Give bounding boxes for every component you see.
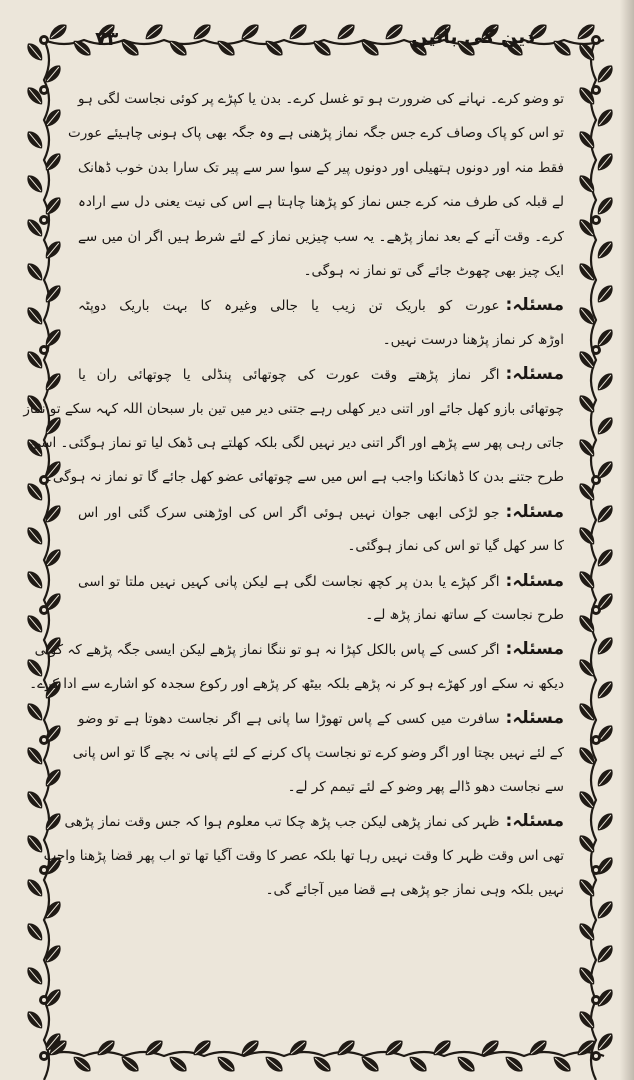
line-text: چوتھائی بازو کھل جائے اور اتنی دیر کھلی رہے جتنی دیر میں تین بار سبحان اللہ کہہ سکے تو نماز [23,400,564,417]
line-text: کرے۔ وقت آنے کے بعد نماز پڑھے۔ یہ سب چیزیں نماز کے لئے شرط ہیں اگر ان میں سے [78,228,564,245]
text-line [29,667,564,701]
text-line [78,770,564,804]
masala-line [78,701,564,735]
line-text: اگر نماز پڑھتے وقت عورت کی چوتھائی پنڈلی یا چوتھائی ران یا [78,367,500,384]
masala-label: مسئلہ: [505,295,564,316]
masala-line [78,495,564,529]
text-line [78,873,564,907]
masala-label: مسئلہ: [505,570,564,591]
line-text: طرح جتنے بدن کا ڈھانکنا واجب ہے اس میں سے چوتھائی عضو کھل جائے گا تو نماز نہ ہوگی۔ [45,469,564,486]
page-edge-shadow [620,0,634,1080]
line-text: کے لئے نہیں بچتا اور اگر وضو کرے تو نجاست پاک کرنے کے لئے پانی نہ بچے گا تو اس پانی [72,744,564,761]
masala-line [78,357,564,391]
text-line [78,529,564,563]
text-line [23,392,564,426]
masala-line [64,804,564,838]
masala-line [34,632,564,666]
text-line [68,116,564,150]
masala-line [78,288,564,322]
line-text: کا سر کھل گیا تو اس کی نماز ہوگئی۔ [347,538,564,555]
line-text: جو لڑکی ابھی جوان نہیں ہوئی اگر اس کی اوڑھنی سرک گئی اور اس [78,504,500,521]
line-text: نہیں بلکہ وہی نماز جو پڑھی ہے قضا میں آجائے گی۔ [265,882,564,899]
running-title: دین کی باتیں [411,26,535,48]
line-text: سے نجاست دھو ڈالے پھر وضو کے لئے تیمم کر لے۔ [287,779,564,795]
line-text: تھی اس وقت ظہر کا وقت نہیں رہا تھا بلکہ عصر کا وقت آگیا تھا تو اب پھر قضا پڑھنا واجب [43,847,564,864]
text-line [78,598,564,632]
masala-label: مسئلہ: [505,811,564,832]
text-line [78,151,564,185]
line-text: تو اس کو پاک وصاف کرے جس جگہ نماز پڑھنی ہے وہ جگہ بھی پاک ہونی چاہیئے عورت [68,125,564,142]
line-text: طرح نجاست کے ساتھ نماز پڑھ لے۔ [365,607,564,623]
text-line [78,254,564,288]
masala-label: مسئلہ: [505,708,564,729]
masala-label: مسئلہ: [505,639,564,660]
text-line [43,839,564,873]
text-line [78,82,564,116]
line-text: ظہر کی نماز پڑھی لیکن جب پڑھ چکا تب معلوم ہوا کہ جس وقت نماز پڑھی [64,814,500,831]
text-line [45,460,564,494]
line-text: اگر کپڑے یا بدن پر کچھ نجاست لگی ہے لیکن پانی کہیں نہیں ملتا تو اسی [78,573,500,590]
text-line [72,736,564,770]
line-text: تو وضو کرے۔ نہانے کی ضرورت ہو تو غسل کرے۔ بدن یا کپڑے پر کوئی نجاست لگی ہو [78,91,564,107]
line-text: جاتی رہی پھر سے پڑھے اور اگر اتنی دیر نہیں لگی بلکہ کھلتے ہی ڈھک لیا تو نماز ہوگئی۔ اسی [29,435,564,451]
text-line [78,323,564,357]
line-text: اگر کسی کے پاس بالکل کپڑا نہ ہو تو ننگا نماز پڑھے لیکن ایسی جگہ پڑھے کہ کوئی [34,642,500,659]
text-line [29,426,564,460]
body-text [23,72,564,1032]
line-text: اوڑھ کر نماز پڑھنا درست نہیں۔ [382,331,564,348]
line-text: دیکھ نہ سکے اور کھڑے ہو کر نہ پڑھے بلکہ بیٹھ کر پڑھے اور رکوع سجدہ کو اشارے سے ادا کرے۔ [29,675,564,692]
line-text: ایک چیز بھی چھوٹ جائے گی تو نماز نہ ہوگی۔ [303,263,564,279]
text-line [78,185,564,219]
line-text: لے قبلہ کی طرف منہ کرے جس نماز کو پڑھنا چاہتا ہے اس کی نیت یعنی دل سے ارادہ [78,194,564,211]
masala-label: مسئلہ: [505,501,564,522]
masala-label: مسئلہ: [505,364,564,385]
page-number: ۷۳ [95,28,119,50]
masala-line [78,564,564,598]
page-header [95,26,535,60]
line-text: سافرت میں کسی کے پاس تھوڑا سا پانی ہے اگر نجاست دھوتا ہے تو وضو [78,711,500,728]
line-text: فقط منہ اور دونوں ہتھیلی اور دونوں پیر کے سوا سر سے پیر تک سارا بدن خوب ڈھانک [78,159,564,176]
text-line [78,220,564,254]
line-text: عورت کو باریک تن زیب یا جالی وغیرہ کا بہت باریک دوپٹہ [78,298,500,315]
